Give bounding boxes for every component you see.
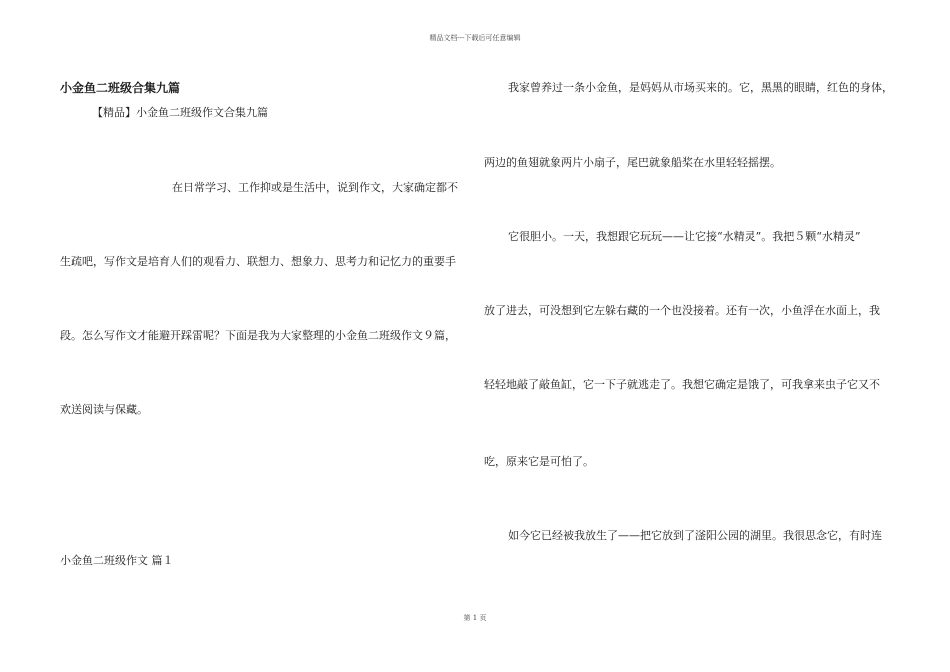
intro-line-1: 在日常学习、工作抑或是生活中，说到作文，大家确定都不	[172, 181, 458, 194]
document-title: 小金鱼二班级合集九篇	[60, 81, 181, 95]
body-line-5: 轻轻地敲了敲鱼缸，它一下子就逃走了。我想它确定是饿了，可我拿来虫子它又不	[484, 378, 880, 391]
body-line-1: 我家曾养过一条小金鱼，是妈妈从市场买来的。它，黑黑的眼睛，红色的身体，	[508, 81, 893, 94]
page-header: 精品文档---下载后可任意编辑	[429, 34, 521, 42]
page-footer: 第 1 页	[463, 614, 487, 622]
section-heading: 小金鱼二班级作文 篇１	[60, 554, 174, 567]
body-line-4: 放了进去，可没想到它左躲右藏的一个也没接着。还有一次，小鱼浮在水面上，我	[484, 304, 880, 317]
body-line-6: 吃，原来它是可怕了。	[484, 455, 594, 468]
body-line-2: 两边的鱼翅就象两片小扇子，尾巴就象船桨在水里轻轻摇摆。	[484, 156, 781, 169]
intro-line-4: 欢送阅读与保藏。	[60, 403, 148, 416]
intro-line-2: 生疏吧，写作文是培育人们的观看力、联想力、想象力、思考力和记忆力的重要手	[60, 255, 456, 268]
intro-line-3: 段。怎么写作文才能避开踩雷呢？下面是我为大家整理的小金鱼二班级作文９篇，	[60, 329, 456, 342]
body-line-7: 如今它已经被我放生了——把它放到了滏阳公园的湖里。我很思念它，有时连	[508, 529, 882, 542]
body-line-3: 它很胆小。一天，我想跟它玩玩——让它接“水精灵”。我把５颗“水精灵”	[508, 230, 861, 243]
document-subtitle: 【精品】小金鱼二班级作文合集九篇	[92, 106, 268, 119]
